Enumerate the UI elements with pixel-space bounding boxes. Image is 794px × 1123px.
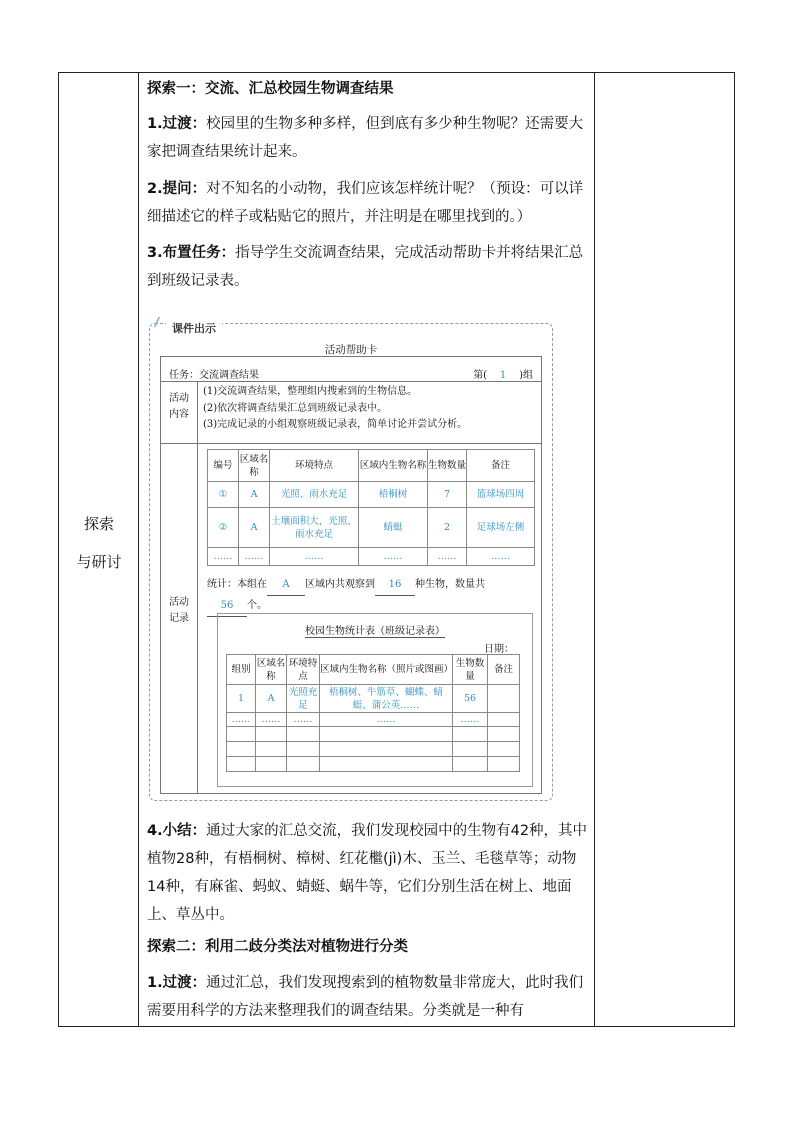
group-number <box>473 362 533 390</box>
paragraph-text: 通过汇总，我们发现搜索到的植物数量非常庞大，此时我们需要用科学的方法来整理我们的调查结果。分类就是一种有 <box>147 975 584 1019</box>
courseware-tag: 课件出示 <box>166 315 222 343</box>
content-list <box>203 384 467 434</box>
table-cell: …… <box>270 548 359 566</box>
record-label-text: 活动记录 <box>169 597 189 624</box>
table-cell: …… <box>239 548 270 566</box>
content-item: (2)依次将调查结果汇总到班级记录表中。 <box>203 402 388 414</box>
table-cell: …… <box>320 713 453 727</box>
activity-help-card <box>149 323 553 801</box>
stat-count-value: 16 <box>375 575 415 596</box>
content-item: (3)完成记录的小组观察班级记录表，简单讨论并尝试分析。 <box>203 419 468 430</box>
group-prefix: 第( <box>473 370 488 381</box>
record-label <box>161 595 197 627</box>
table-cell: 2 <box>428 508 467 548</box>
stat-total-value: 56 <box>207 596 247 617</box>
paragraph-text: 校园里的生物多种多样，但到底有多少种生物呢？还需要大家把调查结果统计起来。 <box>147 116 584 160</box>
stat-area-value: A <box>267 575 305 596</box>
table-cell: …… <box>256 713 287 727</box>
content-label <box>161 391 197 423</box>
statistics-line <box>207 575 537 617</box>
table-row <box>208 548 535 566</box>
class-record-sheet <box>217 613 533 787</box>
paragraph-text: 对不知名的小动物，我们应该怎样统计呢？（预设：可以详细描述它的样子或粘贴它的照片，并注明是在哪里找到的。） <box>147 181 584 225</box>
table-header: 区域内生物名称 <box>359 450 428 482</box>
column-divider-right <box>594 73 595 1026</box>
row-divider <box>161 443 541 444</box>
table-cell: 足球场左侧 <box>467 508 535 548</box>
paragraph-label: 1.过渡： <box>147 116 207 132</box>
group-record-table <box>207 449 535 566</box>
stat-text: 区域内共观察到 <box>305 579 375 590</box>
paragraph-label: 3.布置任务： <box>147 245 236 261</box>
table-cell: 光照充足 <box>287 685 320 713</box>
content-label-text: 活动内容 <box>169 393 189 420</box>
table-header: 区域名称 <box>239 450 270 482</box>
table-header: 区域名称 <box>256 655 287 685</box>
stat-text: 个。 <box>247 600 267 611</box>
section1-title: 探索一：交流、汇总校园生物调查结果 <box>147 81 394 97</box>
table-header: 环境特点 <box>287 655 320 685</box>
group-suffix: )组 <box>519 370 533 381</box>
table-cell: A <box>256 685 287 713</box>
table-header: 生物数量 <box>428 450 467 482</box>
content-item: (1)交流调查结果，整理组内搜索到的生物信息。 <box>203 386 418 397</box>
paragraph-label: 2.提问： <box>147 181 207 197</box>
card-form <box>160 356 542 794</box>
paragraph-summary <box>147 817 593 929</box>
table-cell: …… <box>208 548 239 566</box>
class-record-table <box>226 654 520 772</box>
table-row <box>208 508 535 548</box>
table-cell: ② <box>208 508 239 548</box>
table-cell: 土壤面积大，光照、雨水充足 <box>270 508 359 548</box>
table-header: 生物数量 <box>453 655 488 685</box>
table-row <box>227 742 520 757</box>
task-text: 任务：交流调查结果 <box>169 370 259 381</box>
paragraph-text: 指导学生交流调查结果，完成活动帮助卡并将结果汇总到班级记录表。 <box>147 245 584 289</box>
table-cell: 1 <box>227 685 256 713</box>
table-header: 编号 <box>208 450 239 482</box>
column-divider-left <box>138 73 139 1026</box>
paragraph-question <box>147 175 593 231</box>
section2-title: 探索二：利用二歧分类法对植物进行分类 <box>147 939 408 955</box>
paragraph-text: 通过大家的汇总交流，我们发现校园中的生物有42种，其中植物28种，有梧桐树、樟树、红花檵(jì)木、玉兰、毛毯草等；动物14种，有麻雀、蚂蚁、蜻蜓、蜗牛等，它们分别生活在树上、地面上、草丛中。 <box>147 823 588 923</box>
table-cell: …… <box>287 713 320 727</box>
stage-label-line1: 探索 <box>83 515 114 533</box>
table-cell: ① <box>208 482 239 508</box>
paragraph-task <box>147 239 593 295</box>
table-cell: …… <box>453 713 488 727</box>
table-cell: 蜻蜓 <box>359 508 428 548</box>
table-header: 备注 <box>467 450 535 482</box>
lesson-table <box>58 72 735 1027</box>
table-cell <box>488 685 520 713</box>
row-divider <box>161 381 541 382</box>
table-cell: 篮球场四周 <box>467 482 535 508</box>
stat-text: 统计：本组在 <box>207 579 267 590</box>
stage-label-line2: 与研讨 <box>76 553 122 571</box>
group-num-value: 1 <box>499 370 507 381</box>
table-cell: A <box>239 482 270 508</box>
table-cell: …… <box>227 713 256 727</box>
paragraph-transition <box>147 110 593 166</box>
table-header: 环境特点 <box>270 450 359 482</box>
table-cell: 梧桐树、牛筋草、蝴蝶、蜻蜓、蒲公英…… <box>320 685 453 713</box>
table-cell: …… <box>359 548 428 566</box>
stat-text: 种生物，数量共 <box>415 579 485 590</box>
table-cell: 56 <box>453 685 488 713</box>
table-row <box>208 482 535 508</box>
table-cell: …… <box>428 548 467 566</box>
table-row <box>227 757 520 772</box>
table-cell: 光照、雨水充足 <box>270 482 359 508</box>
table-header: 区域内生物名称（照片或图画） <box>320 655 453 685</box>
table-header: 组别 <box>227 655 256 685</box>
table-header: 备注 <box>488 655 520 685</box>
table-cell: A <box>239 508 270 548</box>
paragraph-label: 1.过渡： <box>147 975 207 991</box>
table-cell: 7 <box>428 482 467 508</box>
card-title: 活动帮助卡 <box>324 344 378 356</box>
table-cell <box>488 713 520 727</box>
class-table-title: 校园生物统计表（班级记录表） <box>305 626 445 637</box>
table-row <box>227 685 520 713</box>
table-cell: …… <box>467 548 535 566</box>
date-label: 日期： <box>484 644 514 655</box>
paragraph-transition-2 <box>147 969 593 1025</box>
table-row <box>227 713 520 727</box>
paragraph-label: 4.小结： <box>147 823 207 839</box>
table-row <box>227 727 520 742</box>
table-cell: 梧桐树 <box>359 482 428 508</box>
